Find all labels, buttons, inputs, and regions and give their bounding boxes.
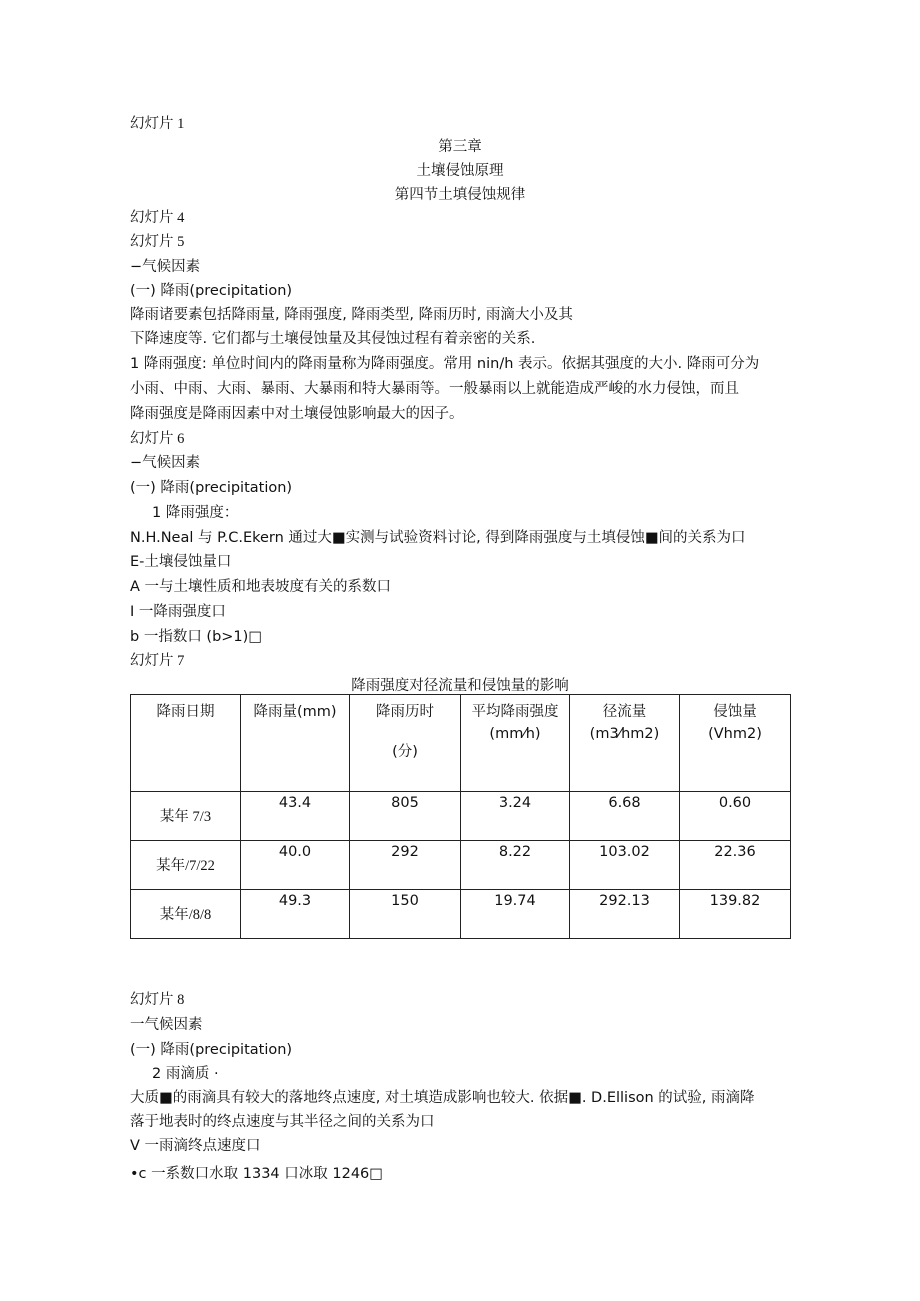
- cell-rainfall-text: 40.0: [278, 844, 312, 860]
- cell-rainfall: [241, 841, 350, 890]
- slide-6-label: 幻灯片 6: [130, 431, 185, 447]
- header-erosion-unit: (Vhm2): [708, 726, 762, 742]
- slide-5-heading: −气候因素: [130, 259, 201, 275]
- table-title: 降雨强度对径流量和侵蚀量的影响: [351, 678, 569, 694]
- header-duration: [350, 695, 461, 792]
- cell-erosion-text: 22.36: [714, 844, 756, 860]
- slide-6-heading: −气候因素: [130, 455, 201, 471]
- slide-8-subheading: (一) 降雨(precipitation): [130, 1042, 293, 1058]
- header-erosion-label: 侵蚀量: [713, 704, 757, 720]
- slide-5-paragraph-1-line-2: 下降速度等. 它们都与土壤侵蚀量及其侵蚀过程有着亲密的关系.: [130, 331, 536, 347]
- cell-rainfall: [241, 792, 350, 841]
- slide-5-paragraph-2-line-1: 1 降雨强度: 单位时间内的降雨量称为降雨强度。常用 nin/h 表示。依据其强度的大小. 降雨可分为: [130, 356, 760, 372]
- cell-intensity: [461, 890, 570, 939]
- cell-rainfall-text: 49.3: [278, 893, 312, 909]
- slide-6-definition-b: b 一指数口 (b>1)□: [130, 629, 263, 645]
- header-rainfall-label: 降雨量(mm): [253, 704, 337, 720]
- slide-5-paragraph-2-line-2: 小雨、中雨、大雨、暴雨、大暴雨和特大暴雨等。一般暴雨以上就能造成严峻的水力侵蚀，而且: [130, 381, 739, 397]
- header-intensity: [461, 695, 570, 792]
- cell-duration-text: 805: [391, 795, 419, 811]
- table-row: [131, 841, 791, 890]
- cell-duration: [350, 841, 461, 890]
- table-row: [131, 890, 791, 939]
- cell-duration-text: 292: [391, 844, 419, 860]
- cell-erosion: [680, 890, 791, 939]
- slide-7-label: 幻灯片 7: [130, 653, 185, 669]
- slide-8-heading: 一气候因素: [130, 1017, 203, 1033]
- cell-erosion: [680, 841, 791, 890]
- slide-6-formula-intro: N.H.Neal 与 P.C.Ekern 通过大■实测与试验资料讨论, 得到降雨强度与土填侵蚀■间的关系为口: [130, 530, 746, 546]
- table-row: [131, 792, 791, 841]
- slide-6-definition-e: E-土壤侵蚀量口: [130, 554, 232, 570]
- slide-6-definition-i: I 一降雨强度口: [130, 604, 226, 620]
- slide-6-definition-a: A 一与土壤性质和地表坡度有关的系数口: [130, 579, 392, 595]
- document-title: 土壤侵蚀原理: [416, 163, 504, 179]
- slide-5-paragraph-1-line-1: 降雨诸要素包括降雨量, 降雨强度, 降雨类型, 降雨历时, 雨滴大小及其: [130, 307, 573, 323]
- cell-runoff: [570, 890, 680, 939]
- cell-rainfall: [241, 890, 350, 939]
- cell-date-text: 某年/7/22: [156, 858, 215, 874]
- slide-5-paragraph-2-line-3: 降雨强度是降雨因素中对土壤侵蚀影响最大的因子。: [130, 406, 464, 422]
- header-duration-label: 降雨历时: [376, 704, 434, 720]
- cell-intensity-text: 3.24: [498, 795, 532, 811]
- cell-erosion: [680, 792, 791, 841]
- table-header-row: [131, 695, 791, 792]
- cell-intensity-text: 19.74: [494, 893, 536, 909]
- slide-5-label: 幻灯片 5: [130, 234, 185, 250]
- cell-date-text: 某年 7/3: [159, 809, 212, 825]
- cell-duration: [350, 890, 461, 939]
- chapter-title: 第三章: [438, 139, 482, 155]
- slide-4-label: 幻灯片 4: [130, 210, 185, 226]
- cell-runoff-text: 6.68: [608, 795, 641, 811]
- header-erosion: [680, 695, 791, 792]
- slide-5-subheading: (一) 降雨(precipitation): [130, 283, 293, 299]
- cell-date-text: 某年/8/8: [159, 907, 212, 923]
- cell-rainfall-text: 43.4: [278, 795, 312, 811]
- cell-date: [131, 841, 241, 890]
- slide-8-paragraph-line-1: 大质■的雨滴具有较大的落地终点速度, 对土填造成影响也较大. 依据■. D.Ellison 的试验, 雨滴降: [130, 1090, 755, 1106]
- slide-1-label: 幻灯片 1: [130, 116, 185, 132]
- header-runoff: [570, 695, 680, 792]
- slide-6-item: 1 降雨强度：: [152, 505, 239, 521]
- rainfall-table: [130, 694, 791, 939]
- cell-intensity-text: 8.22: [498, 844, 532, 860]
- cell-intensity: [461, 792, 570, 841]
- header-intensity-unit: (mm⁄h): [489, 726, 541, 742]
- header-duration-unit: (分): [392, 744, 418, 760]
- cell-runoff: [570, 792, 680, 841]
- header-runoff-unit: (m3⁄hm2): [589, 726, 660, 742]
- slide-8-paragraph-line-2: 落于地表时的终点速度与其半径之间的关系为口: [130, 1114, 435, 1130]
- cell-date: [131, 792, 241, 841]
- header-intensity-label: 平均降雨强度: [471, 704, 559, 720]
- slide-8-label: 幻灯片 8: [130, 992, 185, 1008]
- section-title: 第四节土填侵蚀规律: [394, 187, 526, 203]
- cell-date: [131, 890, 241, 939]
- cell-runoff-text: 103.02: [599, 844, 650, 860]
- cell-runoff: [570, 841, 680, 890]
- slide-8-definition-v: V 一雨滴终点速度口: [130, 1138, 261, 1154]
- header-date: [131, 695, 241, 792]
- header-rainfall: [241, 695, 350, 792]
- cell-erosion-text: 0.60: [718, 795, 752, 811]
- slide-6-subheading: (一) 降雨(precipitation): [130, 480, 293, 496]
- cell-runoff-text: 292.13: [599, 893, 650, 909]
- slide-8-item: 2 雨滴质 ·: [152, 1066, 219, 1082]
- cell-erosion-text: 139.82: [709, 893, 761, 909]
- cell-intensity: [461, 841, 570, 890]
- cell-duration: [350, 792, 461, 841]
- cell-duration-text: 150: [391, 893, 419, 909]
- header-runoff-label: 径流量: [602, 704, 647, 720]
- header-date-label: 降雨日期: [156, 704, 215, 720]
- slide-8-definition-c: •c 一系数口水取 1334 口冰取 1246□: [130, 1166, 383, 1182]
